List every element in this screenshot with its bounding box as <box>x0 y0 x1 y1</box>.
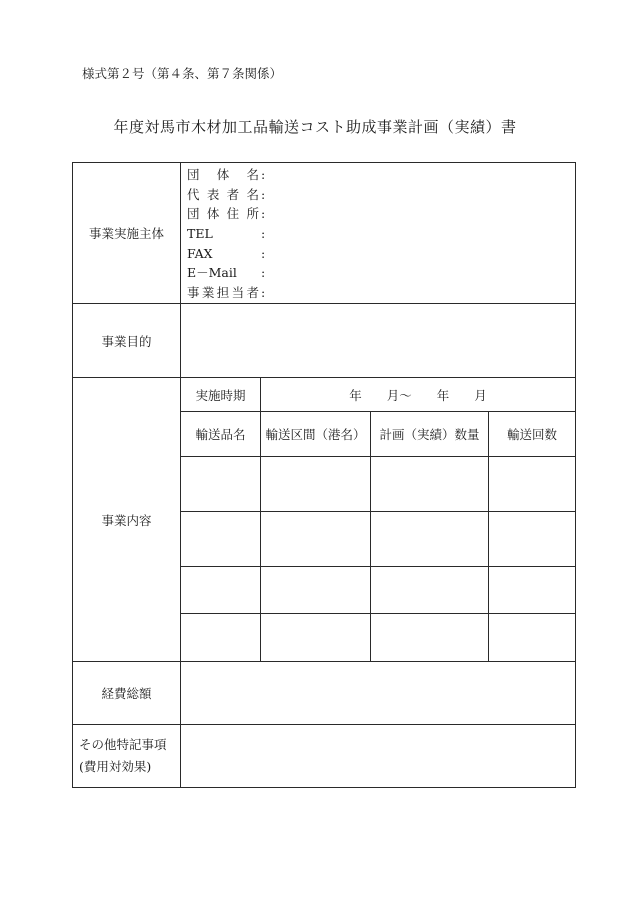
field-colon: : <box>261 226 266 242</box>
item-name-cell[interactable] <box>181 614 261 662</box>
col-header-trip-count: 輸送回数 <box>489 412 576 457</box>
other-label <box>73 725 181 788</box>
content-label: 事業内容 <box>73 378 181 662</box>
purpose-label: 事業目的 <box>73 304 181 378</box>
field-label: TEL <box>187 226 213 242</box>
purpose-input-cell[interactable] <box>181 304 576 378</box>
other-input-cell[interactable] <box>181 725 576 788</box>
field-colon: : <box>261 186 266 202</box>
entity-label: 事業実施主体 <box>73 163 181 304</box>
period-row <box>73 378 576 412</box>
quantity-cell[interactable] <box>371 457 489 512</box>
period-value[interactable]: 年 月～ 年 月 <box>261 378 576 412</box>
item-name-cell[interactable] <box>181 457 261 512</box>
trip-count-cell[interactable] <box>489 512 576 567</box>
field-colon: : <box>261 245 266 261</box>
quantity-cell[interactable] <box>371 614 489 662</box>
cost-input-cell[interactable] <box>181 662 576 725</box>
document-title: 年度対馬市木材加工品輸送コスト助成事業計画（実績）書 <box>113 118 517 136</box>
cost-row <box>73 662 576 725</box>
entity-field-fax[interactable] <box>187 244 575 264</box>
period-label: 実施時期 <box>181 378 261 412</box>
field-colon: : <box>261 265 266 281</box>
field-colon: : <box>261 285 266 301</box>
item-name-cell[interactable] <box>181 512 261 567</box>
entity-field-representative[interactable] <box>187 185 575 205</box>
entity-field-contact-person[interactable] <box>187 283 575 303</box>
field-label: E－Mail <box>187 265 237 281</box>
field-colon: : <box>261 206 266 222</box>
form-number-label: 様式第２号（第４条、第７条関係） <box>82 66 283 81</box>
col-header-quantity: 計画（実績）数量 <box>371 412 489 457</box>
purpose-row <box>73 304 576 378</box>
route-cell[interactable] <box>261 614 371 662</box>
entity-field-org-name[interactable] <box>187 165 575 185</box>
entity-field-tel[interactable] <box>187 224 575 244</box>
trip-count-cell[interactable] <box>489 614 576 662</box>
other-row <box>73 725 576 788</box>
quantity-cell[interactable] <box>371 512 489 567</box>
col-header-item-name: 輸送品名 <box>181 412 261 457</box>
cost-label: 経費総額 <box>73 662 181 725</box>
entity-field-address[interactable] <box>187 204 575 224</box>
field-label: 事業担当者 <box>187 285 259 301</box>
entity-field-email[interactable] <box>187 263 575 283</box>
entity-row <box>73 163 576 304</box>
plan-form-table <box>72 162 576 788</box>
other-label-line1: その他特記事項 <box>79 737 167 752</box>
trip-count-cell[interactable] <box>489 457 576 512</box>
field-label: FAX <box>187 245 213 261</box>
other-label-line2: (費用対効果) <box>79 759 152 774</box>
trip-count-cell[interactable] <box>489 567 576 614</box>
field-colon: : <box>261 167 266 182</box>
item-name-cell[interactable] <box>181 567 261 614</box>
field-label: 代表者名 <box>187 186 259 202</box>
field-label: 団体名 <box>187 167 259 182</box>
entity-field-list <box>181 163 576 304</box>
route-cell[interactable] <box>261 567 371 614</box>
route-cell[interactable] <box>261 457 371 512</box>
quantity-cell[interactable] <box>371 567 489 614</box>
col-header-route: 輸送区間（港名） <box>261 412 371 457</box>
route-cell[interactable] <box>261 512 371 567</box>
field-label: 団体住所 <box>187 206 259 222</box>
